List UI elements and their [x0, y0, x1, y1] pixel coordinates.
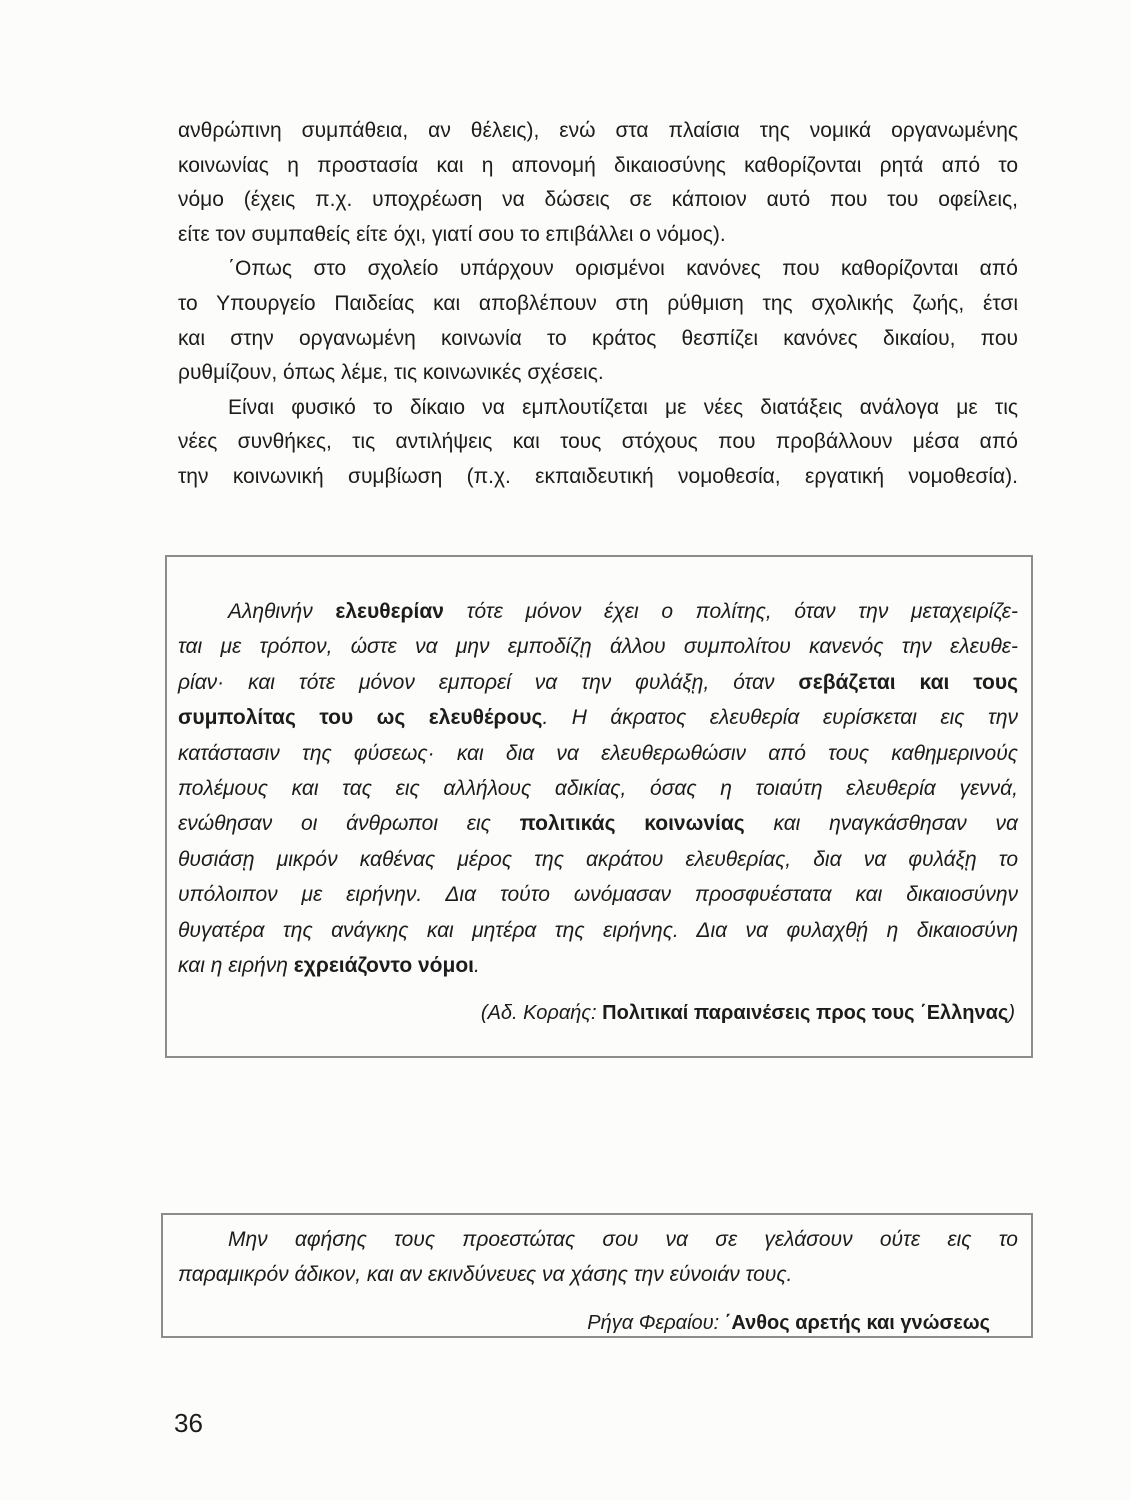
quote-line: [178, 665, 1018, 700]
quote-text-segment: ενώθησαν οι άνθρωποι εις: [178, 812, 520, 836]
quote-line: [178, 806, 1018, 841]
quote-text-segment: ρίαν· και τότε μόνον εμπορεί να την φυλάξῃ, όταν: [178, 670, 799, 694]
citation-author: Ρήγα Φεραίου:: [587, 1312, 725, 1334]
body-line: την κοινωνική συμβίωση (π.χ. εκπαιδευτική νομοθεσία, εργατική νομοθεσία).: [178, 464, 1018, 488]
quote-line: παραμικρόν άδικον, και αν εκινδύνευες να χάσης την εύνοιάν τους.: [178, 1263, 793, 1286]
body-line: ανθρώπινη συμπάθεια, αν θέλεις), ενώ στα πλαίσια της νομικά οργανωμένης: [178, 119, 1018, 142]
quote-line: [178, 948, 1018, 983]
quote-citation-korais: [481, 996, 1015, 1030]
citation-close: ): [1008, 1002, 1015, 1024]
quote-text-korais: [178, 594, 1018, 983]
body-text: [178, 114, 1018, 495]
body-line: και στην οργανωμένη κοινωνία το κράτος θεσπίζει κανόνες δικαίου, που: [178, 326, 1018, 350]
body-line: το Υπουργείο Παιδείας και αποβλέπουν στη ρύθμιση της σχολικής ζωής, έτσι: [178, 291, 1018, 315]
quote-box-rigas: [161, 1213, 1033, 1338]
citation-title: Πολιτικαί παραινέσεις προς τους ΄Ελληνας: [602, 1002, 1009, 1024]
citation-author: (Αδ. Κοραής:: [480, 1002, 603, 1024]
quote-citation-rigas: [587, 1306, 990, 1340]
body-line: είτε τον συμπαθείς είτε όχι, γιατί σου το επιβάλλει ο νόμος).: [178, 222, 726, 246]
quote-text-segment: και ηναγκάσθησαν να: [744, 812, 1019, 836]
quote-emphasis: σεβάζεται και τους: [798, 670, 1019, 694]
body-line: νόμο (έχεις π.χ. υποχρέωση να δώσεις σε κάποιον αυτό που του οφείλεις,: [178, 188, 1018, 212]
quote-emphasis: πολιτικάς κοινωνίας: [519, 812, 745, 836]
body-line: ρυθμίζουν, όπως λέμε, τις κοινωνικές σχέσεις.: [178, 361, 604, 385]
quote-line: υπόλοιπον με ειρήνην. Δια τούτο ωνόμασαν προσφυέστατα και δικαιοσύνην: [178, 883, 1018, 907]
quote-line: θυγατέρα της ανάγκης και μητέρα της ειρήνης. Δια να φυλαχθῄ η δικαιοσύνη: [178, 918, 1018, 942]
page-number: 36: [174, 1408, 203, 1438]
quote-line: Μην αφήσης τους προεστώτας σου να σε γελάσουν ούτε εις το: [228, 1228, 1018, 1251]
quote-line: πολέμους και τας εις αλλήλους αδικίας, όσας η τοιαύτη ελευθερία γεννά,: [178, 776, 1018, 800]
quote-text-segment: τότε μόνον έχει ο πολίτης, όταν την μεταχειρίζε-: [443, 600, 1018, 623]
quote-line: [178, 700, 1018, 735]
quote-line: κατάστασιν της φύσεως· και δια να ελευθερωθώσιν από τους καθημερινούς: [178, 741, 1018, 765]
body-line: ΄Οπως στο σχολείο υπάρχουν ορισμένοι κανόνες που καθορίζονται από: [228, 257, 1018, 281]
body-line: Είναι φυσικό το δίκαιο να εμπλουτίζεται με νέες διατάξεις ανάλογα με τις: [228, 395, 1018, 419]
citation-title: ΄Ανθος αρετής και γνώσεως: [724, 1312, 990, 1334]
quote-text-segment: Αληθινήν: [228, 600, 336, 623]
quote-box-korais: [165, 555, 1033, 1058]
quote-line: ται με τρόπον, ώστε να μην εμποδίζῃ άλλου συμπολίτου κανενός την ελευθε-: [178, 635, 1018, 659]
quote-emphasis: εχρειάζοντο νόμοι: [293, 953, 475, 977]
quote-emphasis: συμπολίτας του ως ελευθέρους: [178, 706, 543, 730]
body-line: νέες συνθήκες, τις αντιλήψεις και τους στόχους που προβάλλουν μέσα από: [178, 430, 1018, 454]
quote-emphasis: ελευθερίαν: [335, 600, 444, 623]
quote-text-segment: . Η άκρατος ελευθερία ευρίσκεται εις την: [542, 706, 1019, 730]
body-line: κοινωνίας η προστασία και η απονομή δικαιοσύνης καθορίζονται ρητά από το: [178, 153, 1018, 177]
quote-text-segment: και η ειρήνη: [178, 953, 294, 977]
quote-text-rigas: [178, 1222, 1018, 1292]
quote-line: [178, 594, 1018, 629]
quote-text-segment: .: [474, 953, 480, 977]
quote-line: θυσιάσῃ μικρόν καθένας μέρος της ακράτου ελευθερίας, δια να φυλάξῃ το: [178, 847, 1018, 871]
